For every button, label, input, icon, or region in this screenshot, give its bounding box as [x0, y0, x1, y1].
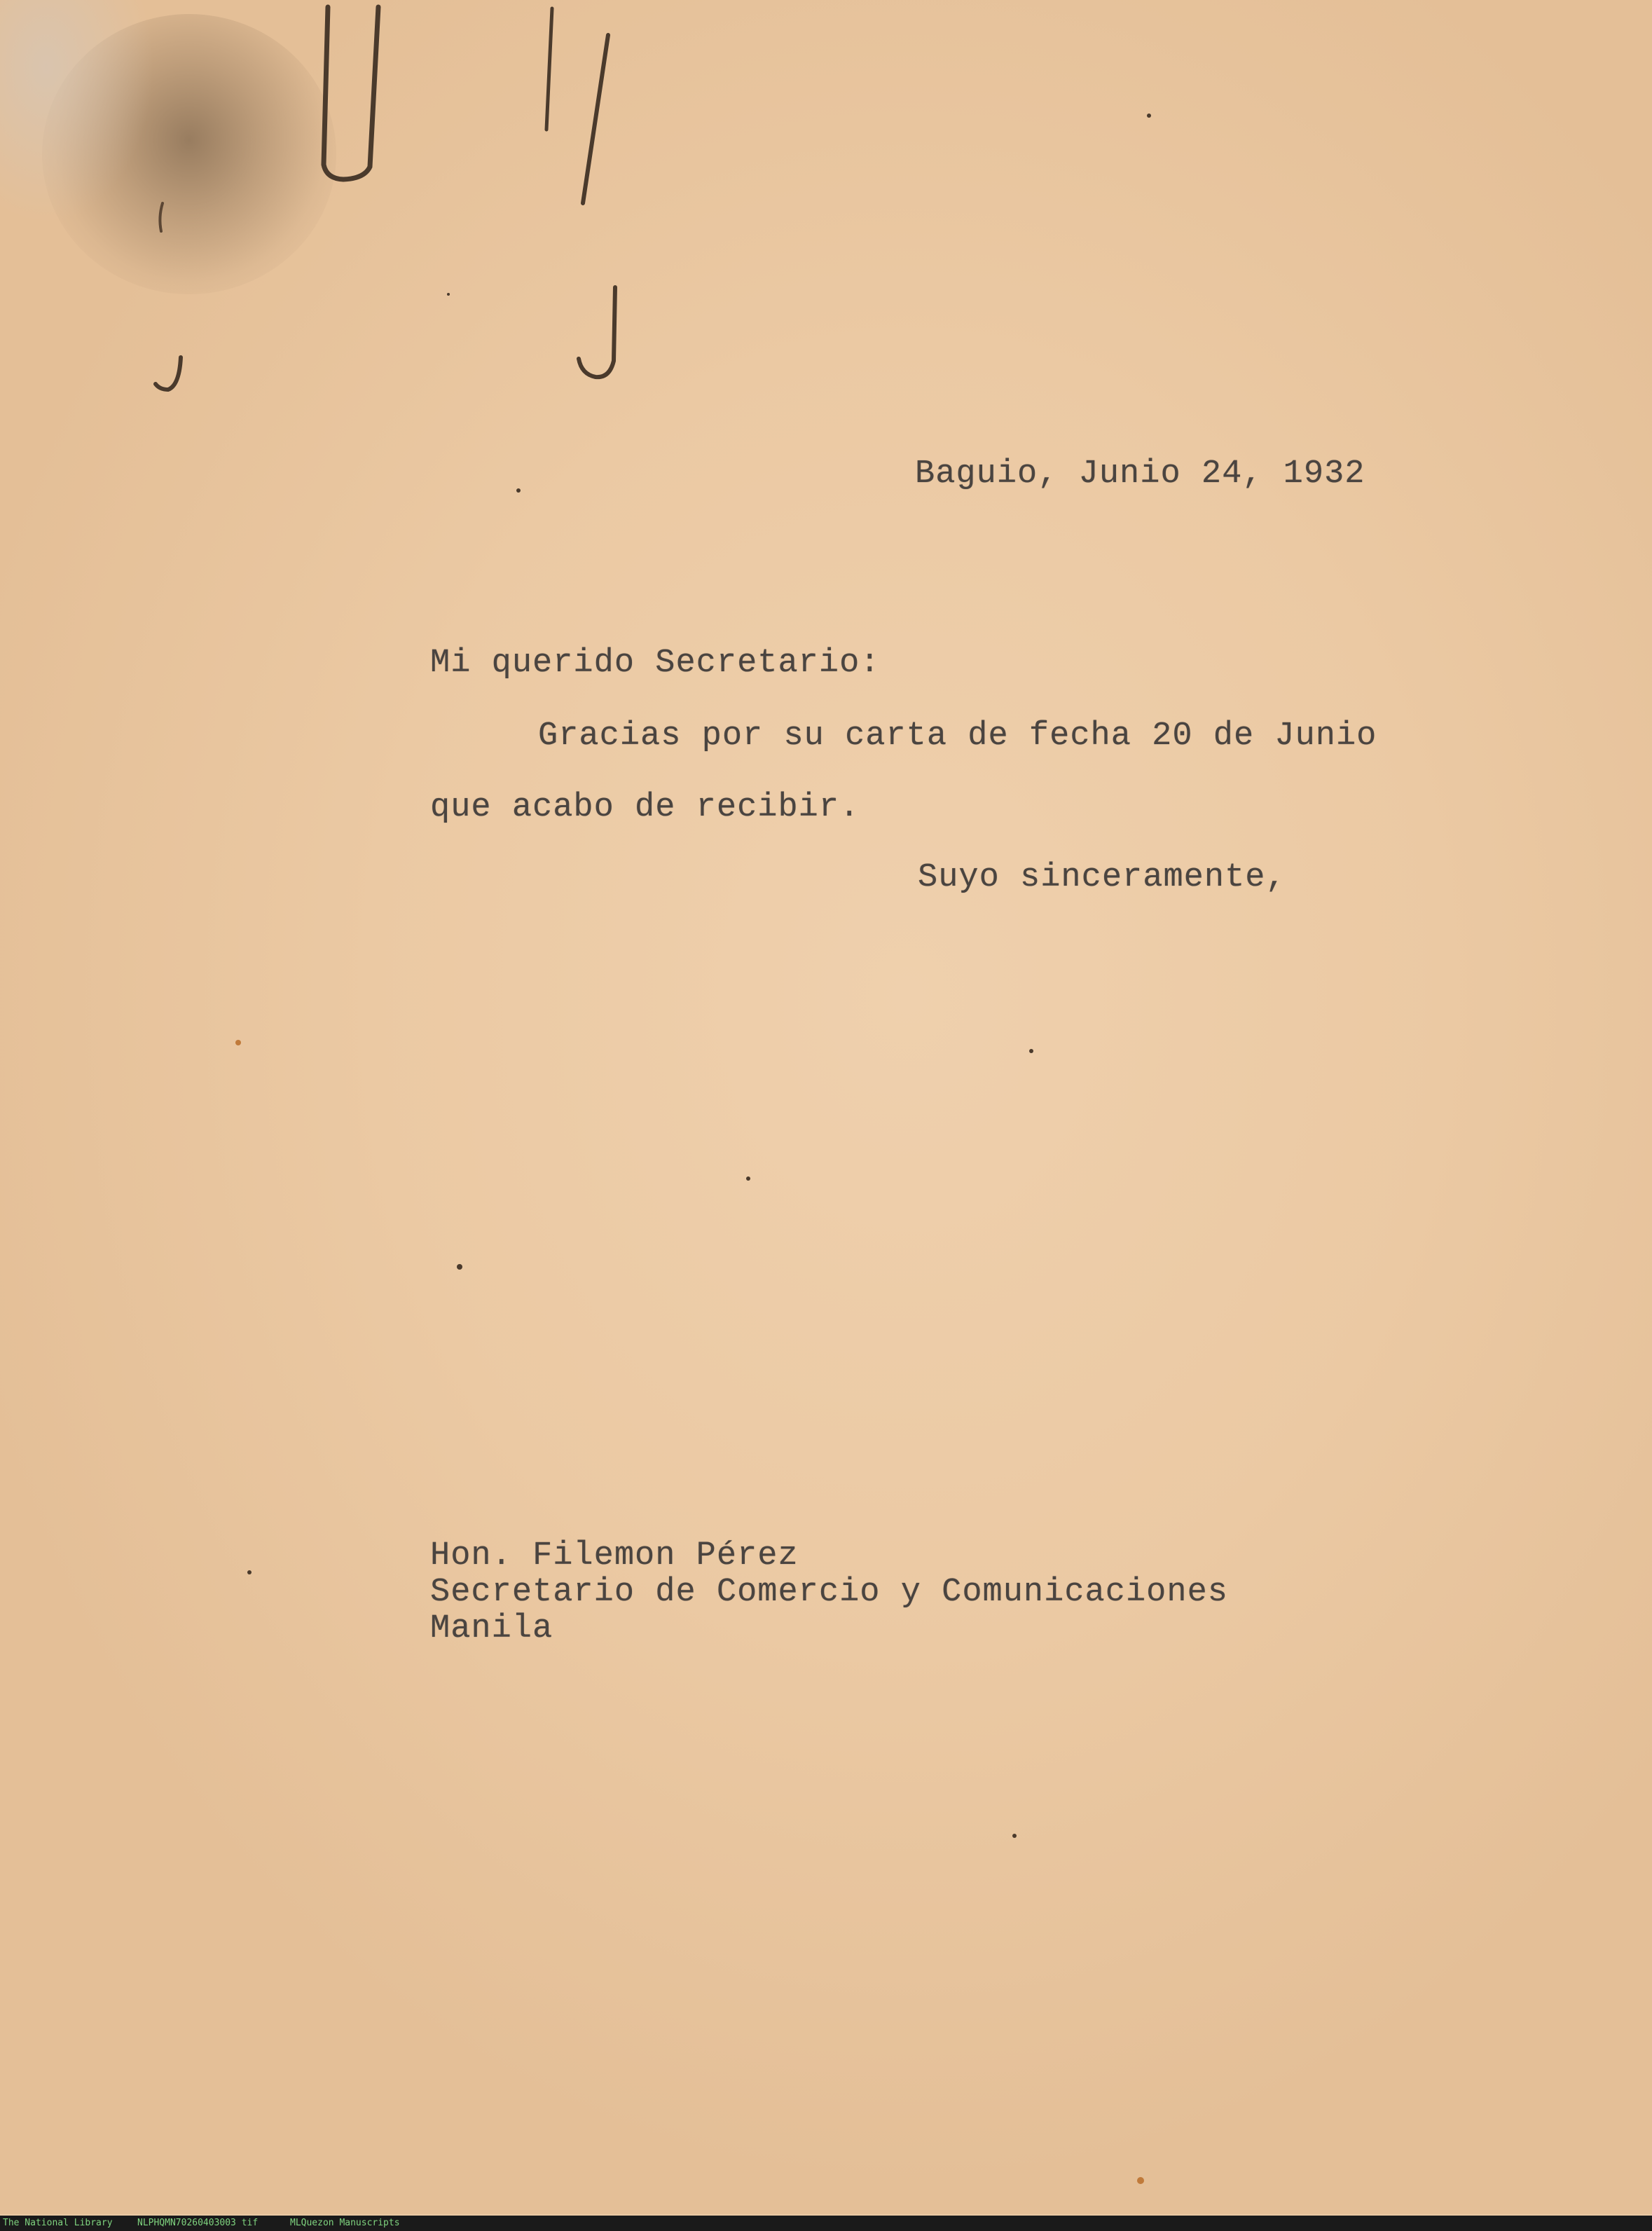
date-line: Baguio, Junio 24, 1932: [915, 455, 1365, 493]
recipient-title: Secretario de Comercio y Comunicaciones: [430, 1574, 1228, 1611]
clip-mark-mid: [546, 8, 552, 130]
footer-institution: The National Library: [3, 2218, 113, 2228]
clip-mark-hook-left: [156, 357, 181, 390]
footer-collection: MLQuezon Manuscripts: [290, 2218, 400, 2228]
recipient-city: Manila: [430, 1610, 553, 1647]
closing: Suyo sinceramente,: [918, 859, 1286, 896]
recipient-name: Hon. Filemon Pérez: [430, 1537, 799, 1574]
archive-footer: [0, 2216, 1652, 2231]
body-line-2: que acabo de recibir.: [430, 789, 860, 826]
salutation: Mi querido Secretario:: [430, 645, 881, 682]
clip-mark-small: [160, 203, 163, 231]
body-line-1: Gracias por su carta de fecha 20 de Junio: [538, 718, 1377, 755]
clip-mark-left: [324, 7, 378, 179]
clip-mark-right: [583, 35, 608, 203]
footer-file-id: NLPHQMN70260403003 tif: [137, 2218, 259, 2228]
clip-mark-hook-right: [579, 287, 615, 377]
